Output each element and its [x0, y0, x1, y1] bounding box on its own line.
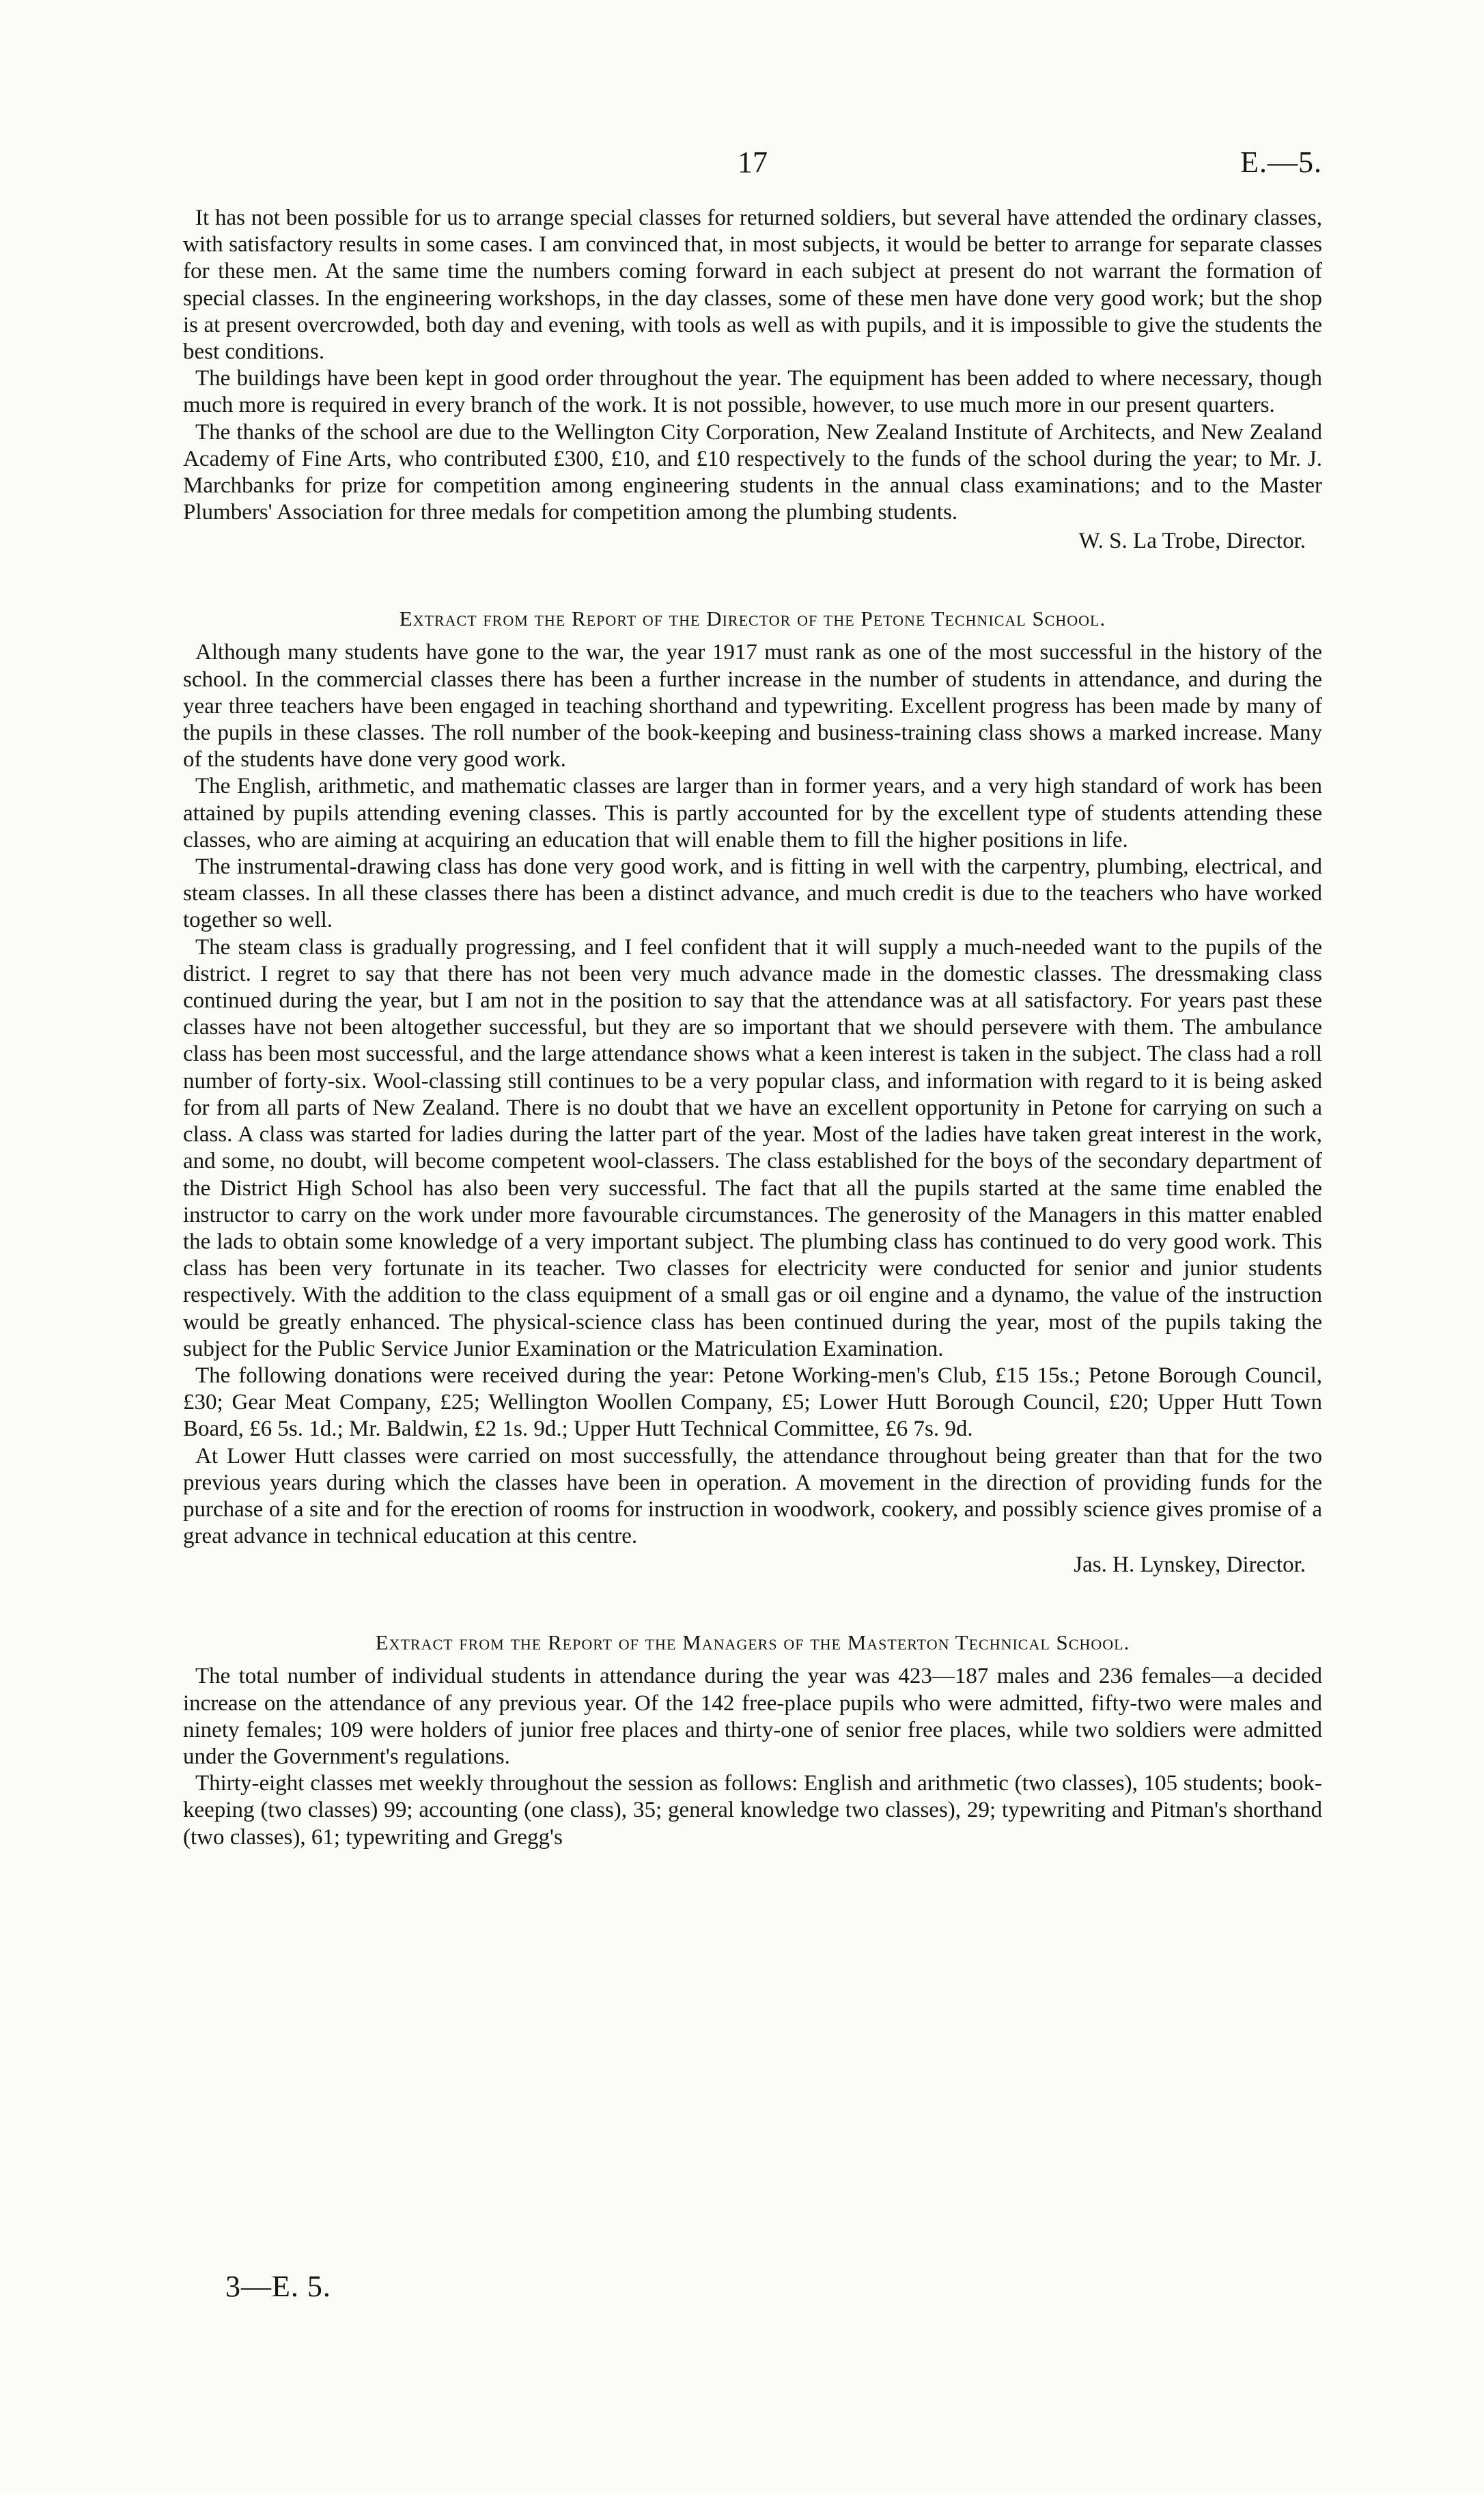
paragraph: The English, arithmetic, and mathematic classes are larger than in former years, and a very high standard of work has been attained by pupils attending evening classes. This is partly accounted for by the excellent type of students attending these classes, who are aiming at acquiring an education that will enable them to fill the higher positions in life.: [183, 774, 1322, 852]
paragraph: The thanks of the school are due to the Wellington City Corporation, New Zealand Institute of Architects, and New Zealand Academy of Fine Arts, who contributed £300, £10, and £10 respectively to the funds of the school during the year; to Mr. J. Marchbanks for prize for competition among engineering students in the annual class examinations; and to the Master Plumbers' Association for three medals for competition among the plumbing students.: [183, 419, 1322, 525]
section-title-petone: Extract from the Report of the Director of the Petone Technical School.: [399, 607, 1106, 631]
wellington-report-continuation: [183, 205, 1322, 555]
petone-report-section: [183, 605, 1322, 1578]
paragraph: The following donations were received during the year: Petone Working-men's Club, £15 15s.; Petone Borough Council, £30; Gear Meat Company, £25; Wellington Woollen Company, £5; Lower Hutt Borough Council, £20; Upper Hutt Town Board, £6 5s. 1d.; Mr. Baldwin, £2 1s. 9d.; Upper Hutt Technical Committee, £6 7s. 9d.: [183, 1363, 1322, 1442]
paragraph: The total number of individual students in attendance during the year was 423—187 males and 236 females—a decided increase on the attendance of any previous year. Of the 142 free-place pupils who were admitted, fifty-two were males and ninety females; 109 were holders of junior free places and thirty-one of senior free places, while two soldiers were admitted under the Government's regulations.: [183, 1664, 1322, 1769]
paragraph: The steam class is gradually progressing, and I feel confident that it will supply a much-needed want to the pupils of the district. I regret to say that there has not been very much advance made in the domestic classes. The dressmaking class continued during the year, but I am not in the position to say that the attendance was at all satisfactory. For years past these classes have not been altogether successful, but they are so important that we should persevere with them. The ambulance class has been most successful, and the large attendance shows what a keen interest is taken in the subject. The class had a roll number of forty-six. Wool-classing still continues to be a very popular class, and information with regard to it is being asked for from all parts of New Zealand. There is no doubt that we have an excellent opportunity in Petone for carrying on such a class. A class was started for ladies during the latter part of the year. Most of the ladies have taken great interest in the work, and some, no doubt, will become competent wool-classers. The class established for the boys of the secondary department of the District High School has also been very successful. The fact that all the pupils started at the same time enabled the instructor to carry on the work under more favourable circumstances. The generosity of the Managers in this matter enabled the lads to obtain some knowledge of a very important subject. The plumbing class has continued to do very good work. This class has been very fortunate in its teacher. Two classes for electricity were conducted for senior and junior students respectively. With the addition to the class equipment of a small gas or oil engine and a dynamo, the value of the instruction would be greatly enhanced. The physical-science class has been continued during the year, most of the pupils taking the subject for the Public Service Junior Examination or the Matriculation Examination.: [183, 934, 1322, 1361]
series-label: E.—5.: [1240, 145, 1322, 179]
section-title-masterton: Extract from the Report of the Managers of the Masterton Technical School.: [375, 1630, 1130, 1655]
printer-signature-mark: 3—E. 5.: [225, 2270, 331, 2303]
paragraph: The buildings have been kept in good order throughout the year. The equipment has been added to where necessary, though much more is required in every branch of the work. It is not possible, however, to use much more in our present quarters.: [183, 366, 1322, 418]
body-text: [183, 205, 1322, 1851]
masterton-report-section: [183, 1629, 1322, 1850]
paragraph: Although many students have gone to the war, the year 1917 must rank as one of the most successful in the history of the school. In the commercial classes there has been a further increase in the number of students in attendance, and during the year three teachers have been engaged in teaching shorthand and typewriting. Excellent progress has been made by many of the pupils in these classes. The roll number of the book-keeping and business-training class shows a marked increase. Many of the students have done very good work.: [183, 640, 1322, 772]
page-number: 17: [738, 145, 768, 179]
signature-lynskey: Jas. H. Lynskey, Director.: [1074, 1552, 1306, 1578]
paragraph: The instrumental-drawing class has done very good work, and is fitting in well with the carpentry, plumbing, electrical, and steam classes. In all these classes there has been a distinct advance, and much credit is due to the teachers who have worked together so well.: [183, 854, 1322, 933]
paragraph: Thirty-eight classes met weekly throughout the session as follows: English and arithmetic (two classes), 105 students; book-keeping (two classes) 99; accounting (one class), 35; general knowledge two classes), 29; typewriting and Pitman's shorthand (two classes), 61; typewriting and Gregg's: [183, 1771, 1322, 1850]
paragraph: At Lower Hutt classes were carried on most successfully, the attendance throughout being greater than that for the two previous years during which the classes have been in operation. A movement in the direction of providing funds for the purchase of a site and for the erection of rooms for instruction in woodwork, cookery, and possibly science gives promise of a great advance in technical education at this centre.: [183, 1443, 1322, 1549]
page-header: [183, 142, 1322, 183]
signature-la-trobe: W. S. La Trobe, Director.: [1078, 529, 1306, 554]
paragraph: It has not been possible for us to arrange special classes for returned soldiers, but several have attended the ordinary classes, with satisfactory results in some cases. I am convinced that, in most subjects, it would be better to arrange for separate classes for these men. At the same time the numbers coming forward in each subject at present do not warrant the formation of special classes. In the engineering workshops, in the day classes, some of these men have done very good work; but the shop is at present overcrowded, both day and evening, with tools as well as with pupils, and it is impossible to give the students the best conditions.: [183, 206, 1322, 365]
